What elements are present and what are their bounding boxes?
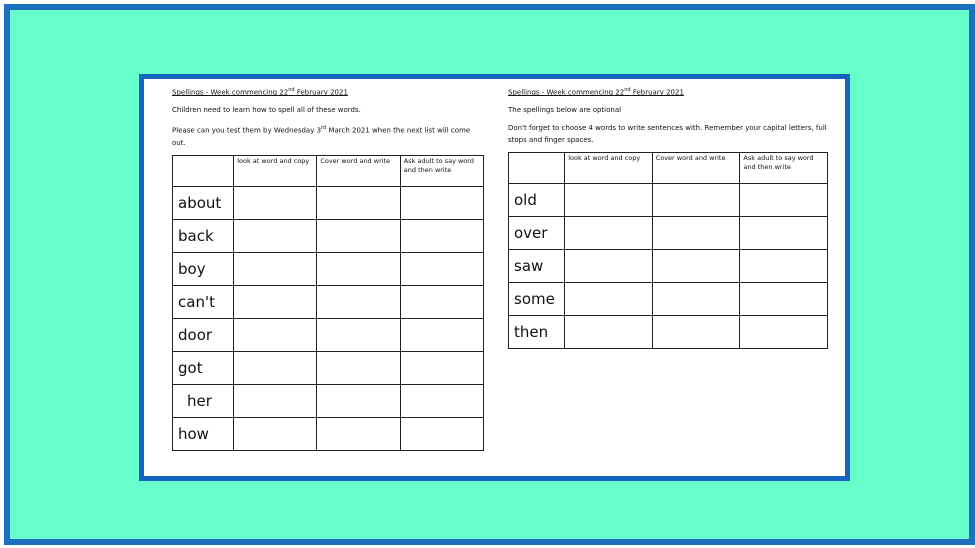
write-cell[interactable] [400, 351, 483, 384]
header-cell: Ask adult to say word and then write [740, 153, 828, 184]
left-title-date: February 2021 [294, 88, 348, 97]
write-cell[interactable] [740, 283, 828, 316]
left-instruction-2-text: Please can you test them by Wednesday 3 [172, 126, 322, 135]
right-title-text: Spellings - Week commencing 22 [508, 88, 625, 97]
write-cell[interactable] [740, 217, 828, 250]
write-cell[interactable] [317, 318, 400, 351]
write-cell[interactable] [740, 316, 828, 349]
table-row [173, 384, 484, 417]
right-instruction-1: The spellings below are optional [508, 106, 622, 115]
spelling-word: door [173, 318, 234, 351]
header-cell: look at word and copy [234, 155, 317, 186]
left-instruction-1: Children need to learn how to spell all of these words. [172, 106, 361, 115]
table-row [173, 351, 484, 384]
write-cell[interactable] [565, 250, 653, 283]
write-cell[interactable] [234, 252, 317, 285]
left-instruction-2-rest: March 2021 when the next list will come out. [172, 126, 471, 147]
write-cell[interactable] [652, 184, 740, 217]
table-row [509, 250, 828, 283]
header-cell: Ask adult to say word and then write [400, 155, 483, 186]
write-cell[interactable] [234, 219, 317, 252]
write-cell[interactable] [234, 417, 317, 450]
table-row [173, 252, 484, 285]
write-cell[interactable] [317, 186, 400, 219]
write-cell[interactable] [234, 285, 317, 318]
header-cell: Cover word and write [652, 153, 740, 184]
spelling-word: old [509, 184, 565, 217]
write-cell[interactable] [652, 217, 740, 250]
spelling-word: got [173, 351, 234, 384]
right-title-date: February 2021 [630, 88, 684, 97]
write-cell[interactable] [400, 417, 483, 450]
write-cell[interactable] [317, 351, 400, 384]
left-title-text: Spellings - Week commencing 22 [172, 88, 289, 97]
right-worksheet [508, 85, 828, 349]
table-row [173, 186, 484, 219]
table-row [509, 283, 828, 316]
spelling-word: boy [173, 252, 234, 285]
right-title [508, 87, 828, 96]
spelling-word: can't [173, 285, 234, 318]
write-cell[interactable] [565, 184, 653, 217]
write-cell[interactable] [652, 250, 740, 283]
left-title-sup: nd [288, 87, 295, 93]
left-spelling-table [172, 155, 484, 451]
write-cell[interactable] [652, 283, 740, 316]
write-cell[interactable] [317, 252, 400, 285]
write-cell[interactable] [400, 318, 483, 351]
write-cell[interactable] [565, 316, 653, 349]
spelling-word: over [509, 217, 565, 250]
spelling-word: her [173, 384, 234, 417]
write-cell[interactable] [400, 384, 483, 417]
spelling-word: how [173, 417, 234, 450]
header-cell [173, 155, 234, 186]
write-cell[interactable] [400, 219, 483, 252]
write-cell[interactable] [400, 186, 483, 219]
table-header-row [173, 155, 484, 186]
write-cell[interactable] [317, 417, 400, 450]
table-row [509, 217, 828, 250]
worksheet-page [139, 74, 850, 481]
write-cell[interactable] [234, 318, 317, 351]
write-cell[interactable] [740, 250, 828, 283]
spelling-word: some [509, 283, 565, 316]
write-cell[interactable] [652, 316, 740, 349]
spelling-word: about [173, 186, 234, 219]
right-title-sup: nd [624, 87, 631, 93]
header-cell [509, 153, 565, 184]
right-instruction-2: Don't forget to choose 4 words to write sentences with. Remember your capital letters, full stops and finger spaces. [508, 124, 827, 145]
table-header-row [509, 153, 828, 184]
left-title [172, 87, 484, 96]
write-cell[interactable] [234, 186, 317, 219]
left-instruction-2-sup: rd [321, 125, 327, 132]
spelling-word: back [173, 219, 234, 252]
write-cell[interactable] [317, 384, 400, 417]
write-cell[interactable] [317, 219, 400, 252]
header-cell: Cover word and write [317, 155, 400, 186]
right-spelling-table [508, 152, 828, 349]
write-cell[interactable] [740, 184, 828, 217]
write-cell[interactable] [565, 283, 653, 316]
spelling-word: saw [509, 250, 565, 283]
left-instruction-2 [172, 122, 484, 148]
write-cell[interactable] [565, 217, 653, 250]
table-row [173, 285, 484, 318]
table-row [509, 184, 828, 217]
write-cell[interactable] [317, 285, 400, 318]
write-cell[interactable] [400, 285, 483, 318]
table-row [509, 316, 828, 349]
write-cell[interactable] [234, 384, 317, 417]
table-row [173, 219, 484, 252]
left-worksheet [172, 85, 484, 451]
write-cell[interactable] [234, 351, 317, 384]
spelling-word: then [509, 316, 565, 349]
table-row [173, 417, 484, 450]
write-cell[interactable] [400, 252, 483, 285]
header-cell: look at word and copy [565, 153, 653, 184]
table-row [173, 318, 484, 351]
